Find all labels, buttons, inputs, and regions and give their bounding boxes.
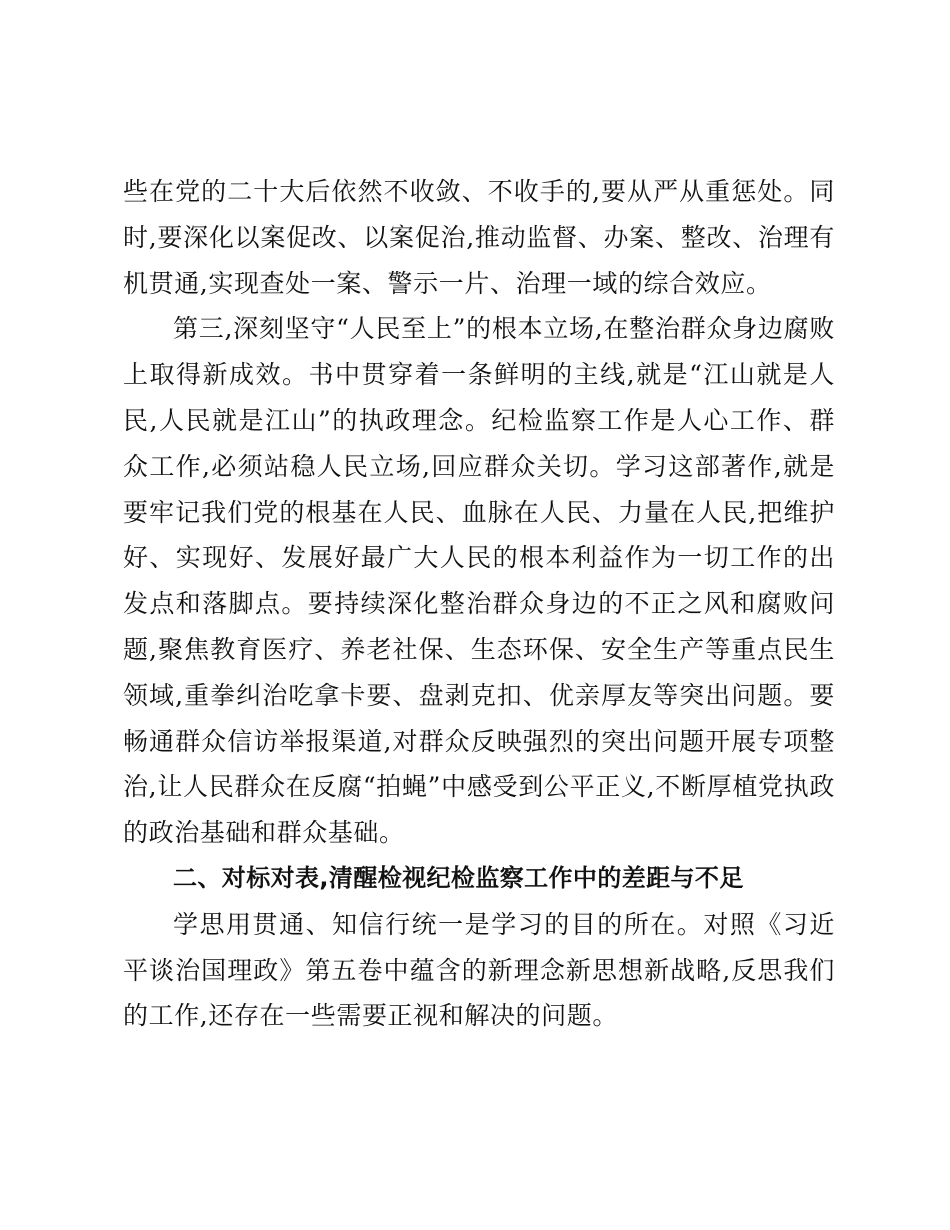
- section-heading: 二、对标对表,清醒检视纪检监察工作中的差距与不足: [173, 863, 744, 892]
- document-body: [123, 169, 835, 1039]
- paragraph-third-point: 第三,深刻坚守“人民至上”的根本立场,在整治群众身边腐败上取得新成效。书中贯穿着一条鲜明的主线,就是“江山就是人民,人民就是江山”的执政理念。纪检监察工作是人心工作、群众工作,必须站稳人民立场,回应群众关切。学习这部著作,就是要牢记我们党的根基在人民、血脉在人民、力量在人民,把维护好、实现好、发展好最广大人民的根本利益作为一切工作的出发点和落脚点。要持续深化整治群众身边的不正之风和腐败问题,聚焦教育医疗、养老社保、生态环保、安全生产等重点民生领域,重拳纠治吃拿卡要、盘剥克扣、优亲厚友等突出问题。要畅通群众信访举报渠道,对群众反映强烈的突出问题开展专项整治,让人民群众在反腐“拍蝇”中感受到公平正义,不断厚植党执政的政治基础和群众基础。: [123, 314, 835, 848]
- paragraph-continuation: 些在党的二十大后依然不收敛、不收手的,要从严从重惩处。同时,要深化以案促改、以案促治,推动监督、办案、整改、治理有机贯通,实现查处一案、警示一片、治理一域的综合效应。: [123, 177, 835, 298]
- paragraph-section-intro: 学思用贯通、知信行统一是学习的目的所在。对照《习近平谈治国理政》第五卷中蕴含的新理念新思想新战略,反思我们的工作,还存在一些需要正视和解决的问题。: [123, 909, 835, 1031]
